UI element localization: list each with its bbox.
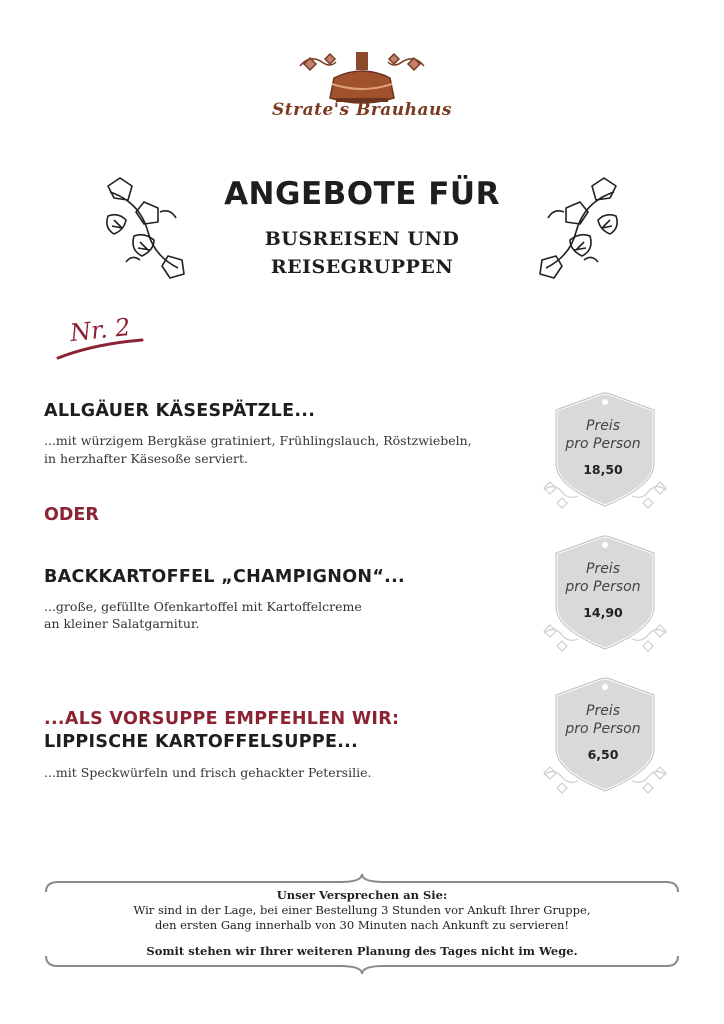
page-subtitle-line-1: BUSREISEN UND — [264, 228, 460, 250]
price-label: Preis — [586, 418, 620, 434]
soup-recommendation-heading: ...ALS VORSUPPE EMPFEHLEN WIR: — [44, 709, 400, 729]
price-label: Preis — [586, 561, 620, 577]
brand-logo-text: Strate's Brauhaus — [272, 100, 452, 120]
dish-description: in herzhafter Käsesoße serviert. — [44, 451, 249, 466]
promise-title: Unser Versprechen an Sie: — [276, 888, 448, 902]
price-label: Preis — [586, 703, 620, 719]
promise-closing: Somit stehen wir Ihrer weiteren Planung des Tages nicht im Wege. — [146, 944, 578, 958]
price-tag-shape — [542, 675, 668, 801]
page-subtitle-line-2: REISEGRUPPEN — [270, 256, 454, 278]
price-label: pro Person — [565, 579, 641, 595]
price-value: 14,90 — [583, 605, 623, 620]
offer-number: Nr. 2 — [68, 312, 132, 348]
price-value: 6,50 — [587, 747, 619, 762]
price-tag-shape — [542, 390, 668, 516]
price-value: 18,50 — [583, 462, 623, 477]
price-label: pro Person — [565, 436, 641, 452]
promise-text: den ersten Gang innerhalb von 30 Minuten nach Ankunft zu servieren! — [154, 918, 570, 932]
dish-description: ...mit Speckwürfeln und frisch gehackter Petersilie. — [44, 765, 372, 780]
promise-text: Wir sind in der Lage, bei einer Bestellung 3 Stunden vor Ankuft Ihrer Gruppe, — [133, 903, 591, 917]
dish-description: an kleiner Salatgarnitur. — [44, 616, 200, 631]
price-tag — [542, 675, 668, 801]
price-tag — [542, 390, 668, 516]
hops-vine-icon — [524, 172, 624, 282]
dish-title: LIPPISCHE KARTOFFELSUPPE... — [44, 732, 359, 752]
dish-title: BACKKARTOFFEL „CHAMPIGNON“... — [44, 567, 405, 587]
price-tag — [542, 533, 668, 659]
separator-oder: ODER — [44, 505, 99, 525]
price-label: pro Person — [565, 721, 641, 737]
dish-description: ...mit würzigem Bergkäse gratiniert, Frühlingslauch, Röstzwiebeln, — [44, 433, 472, 448]
price-tag-shape — [542, 533, 668, 659]
page-title: ANGEBOTE FÜR — [224, 176, 500, 212]
hops-vine-icon — [100, 172, 200, 282]
dish-title: ALLGÄUER KÄSESPÄTZLE... — [44, 401, 316, 421]
offer-number-swoosh — [54, 334, 146, 362]
dish-description: ...große, gefüllte Ofenkartoffel mit Kartoffelcreme — [44, 599, 362, 614]
